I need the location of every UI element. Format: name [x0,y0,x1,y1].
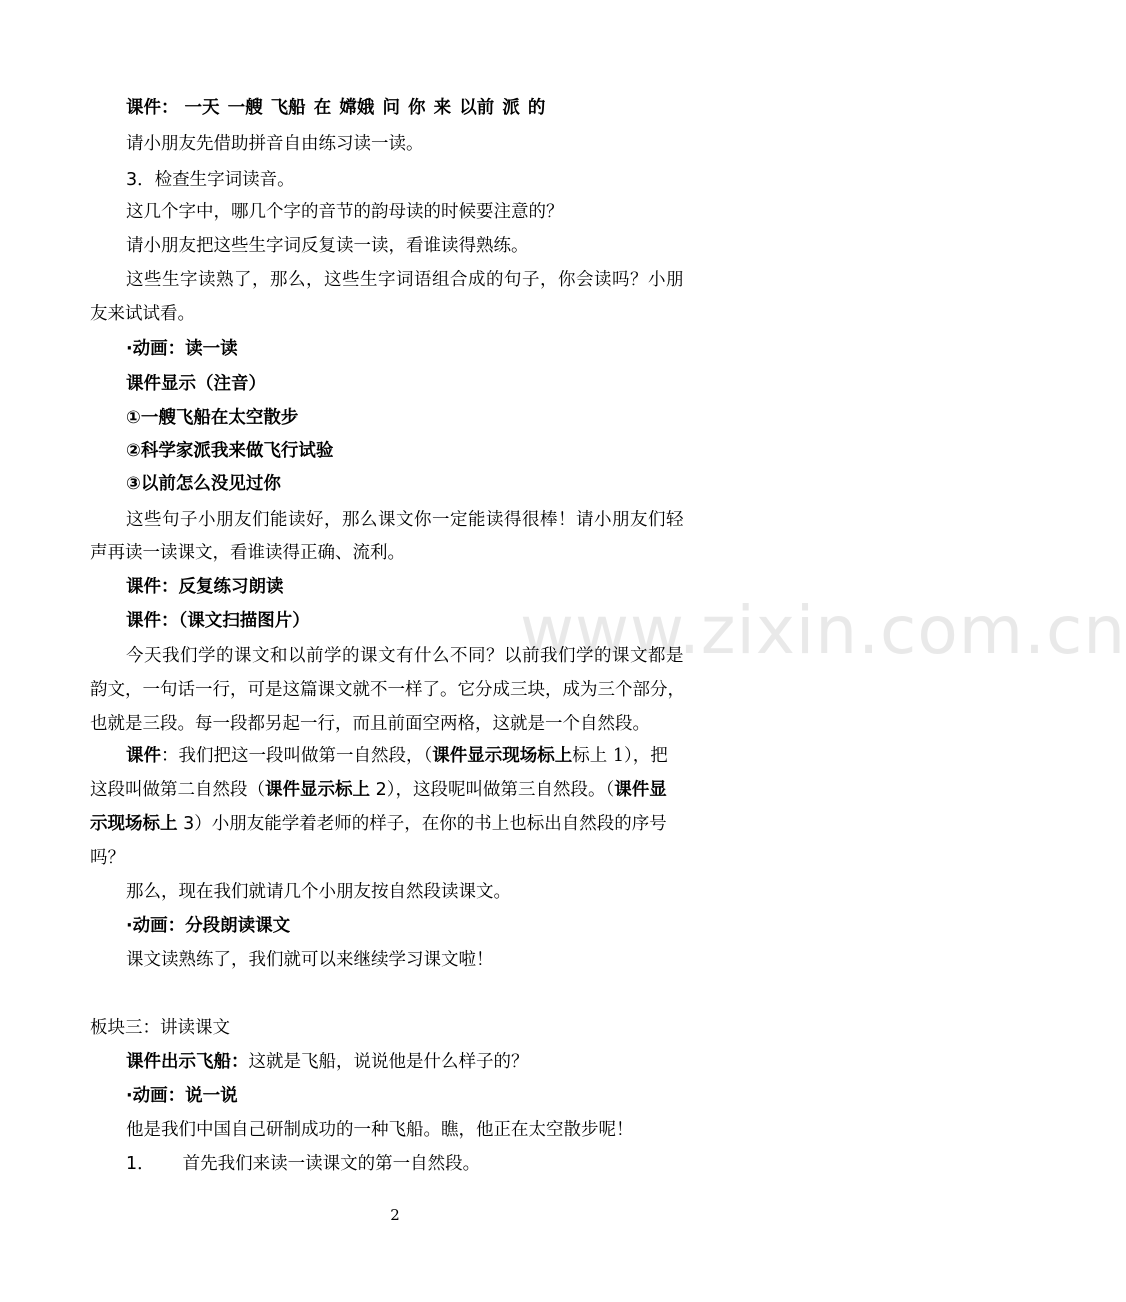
label: 课件出示飞船： [126,1052,249,1072]
text-run: 3）小朋友能学着老师的样子，在你的书上也标出自然段的序号 [177,814,667,834]
paragraph-line: 声再读一读课文，看谁读得正确、流利。 [90,543,405,563]
paragraph-line: 也就是三段。每一段都另起一行，而且前面空两格，这就是一个自然段。 [90,714,650,734]
animation-heading: ·动画：读一读 [126,339,238,359]
numbered-step: 3．检查生字词读音。 [126,170,295,190]
paragraph-line: 这些生字读熟了，那么，这些生字词语组合成的句子，你会读吗？小朋 [126,270,684,290]
vocab-words: 一天 一艘 飞船 在 嫦娥 问 你 来 以前 派 的 [184,98,546,118]
paragraph-line: 那么，现在我们就请几个小朋友按自然段读课文。 [126,882,511,902]
animation-heading: ·动画：说一说 [126,1086,238,1106]
courseware-heading: 课件显示（注音） [126,374,266,394]
label: 课件 [126,746,161,766]
step-text: 首先我们来读一读课文的第一自然段。 [182,1154,481,1174]
paragraph-line: 课文读熟练了，我们就可以来继续学习课文啦！ [126,950,494,970]
courseware-heading: 课件：（课文扫描图片） [126,611,310,631]
mixed-paragraph-line [0,744,1046,768]
label: 课件显示标上 [265,780,370,800]
label: 课件显 [614,780,667,800]
sentence-item: ②科学家派我来做飞行试验 [126,441,334,461]
label: 课件： [126,98,179,118]
paragraph-line: 友来试试看。 [90,304,195,324]
sentence-item: ①一艘飞船在太空散步 [126,408,299,428]
paragraph-line: 今天我们学的课文和以前学的课文有什么不同？以前我们学的课文都是 [126,646,684,666]
sentence-item: ③以前怎么没见过你 [126,474,281,494]
label: 示现场标上 [90,814,178,834]
paragraph-line: 他是我们中国自己研制成功的一种飞船。瞧，他正在太空散步呢！ [126,1120,634,1140]
mixed-paragraph-line [0,812,1010,836]
animation-heading: ·动画：分段朗读课文 [126,916,291,936]
section-heading: 板块三：讲读课文 [90,1018,230,1038]
text-run: 标上 1），把 [572,746,668,766]
numbered-step [0,1152,1046,1176]
page-number: 2 [390,1206,400,1224]
courseware-vocab-line [0,96,1046,120]
paragraph-line: 吗？ [90,848,125,868]
text-run: 2），这段呢叫做第三自然段。（ [370,780,615,800]
mixed-paragraph-line [0,778,1010,802]
text-run: ：我们把这一段叫做第一自然段，（ [161,746,433,766]
paragraph-line: 请小朋友先借助拼音自由练习读一读。 [126,134,424,154]
step-number: 1． [126,1154,155,1174]
text-run: 这段叫做第二自然段（ [90,780,265,800]
watermark: www.zixin.com.cn [520,592,1126,669]
paragraph-line: 这几个字中，哪几个字的音节的韵母读的时候要注意的？ [126,202,564,222]
paragraph-line: 请小朋友把这些生字词反复读一读，看谁读得熟练。 [126,236,529,256]
courseware-heading: 课件：反复练习朗读 [126,577,284,597]
paragraph-line: 这些句子小朋友们能读好，那么课文你一定能读得很棒！请小朋友们轻 [126,510,684,530]
text-run: 这就是飞船，说说他是什么样子的？ [248,1052,529,1072]
mixed-paragraph-line [0,1050,1046,1074]
paragraph-line: 韵文，一句话一行，可是这篇课文就不一样了。它分成三块，成为三个部分， [90,680,685,700]
label: 课件显示现场标上 [432,746,573,766]
